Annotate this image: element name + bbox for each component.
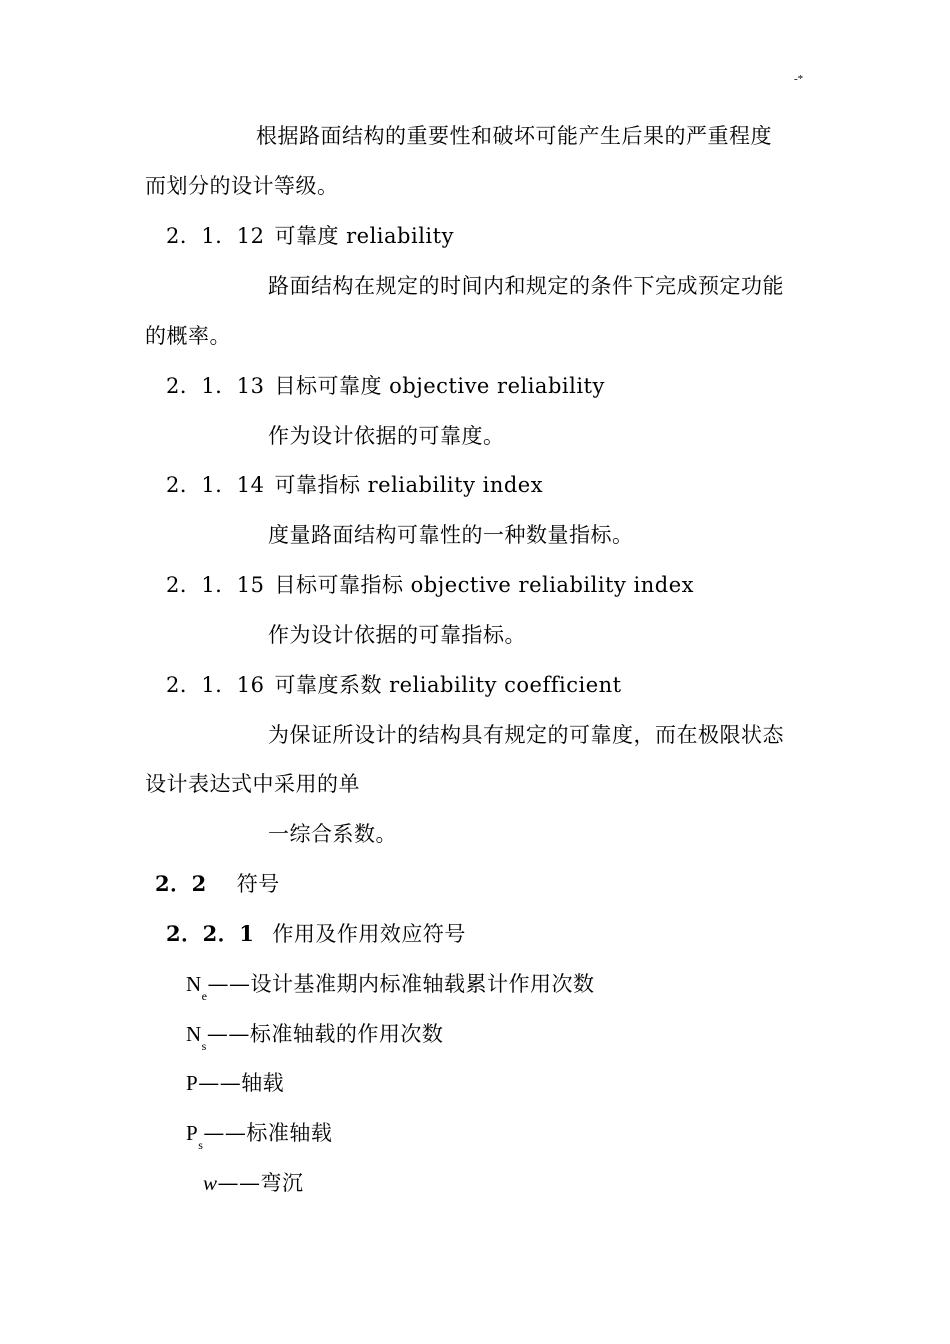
symbol-entry-ne: [186, 970, 595, 1001]
term-number: 2．1．12: [166, 224, 265, 248]
term-title: 可靠度系数 reliability coefficient: [274, 673, 622, 697]
term-title: 目标可靠指标 objective reliability index: [274, 573, 694, 597]
term-number: 2．1．14: [166, 473, 265, 497]
section-title: 符号: [236, 872, 280, 896]
section-heading-2-2: [155, 870, 280, 898]
symbol-base: N: [186, 1022, 202, 1046]
section-number: 2．2: [155, 871, 207, 896]
subsection-title: 作用及作用效应符号: [272, 922, 466, 946]
symbol-base: N: [186, 972, 202, 996]
definition-line: 为保证所设计的结构具有规定的可靠度，而在极限状态: [268, 723, 784, 747]
subsection-heading-2-2-1: [166, 920, 466, 948]
symbol-description: ——弯沉: [217, 1171, 304, 1195]
definition-line: 一综合系数。: [268, 822, 397, 846]
symbol-subscript: s: [201, 1039, 207, 1053]
symbol-entry-ps: [186, 1119, 332, 1150]
term-heading-2-1-15: [166, 571, 694, 599]
term-heading-2-1-13: [166, 372, 605, 400]
term-number: 2．1．15: [166, 573, 265, 597]
subsection-number: 2．2．1: [166, 921, 255, 946]
page-header-marker: -*: [794, 73, 804, 85]
term-heading-2-1-16: [166, 671, 622, 699]
symbol-base: P: [186, 1121, 199, 1145]
symbol-description: ——轴载: [198, 1071, 285, 1095]
symbol-entry-w: [203, 1169, 304, 1197]
term-title: 可靠度 reliability: [274, 224, 454, 248]
definition-line: 的概率。: [145, 324, 231, 348]
term-heading-2-1-12: [166, 222, 454, 250]
definition-line: 路面结构在规定的时间内和规定的条件下完成预定功能: [268, 274, 784, 298]
symbol-subscript: e: [201, 989, 208, 1003]
symbol-subscript: s: [198, 1138, 204, 1152]
symbol-entry-p: [186, 1069, 284, 1097]
term-number: 2．1．13: [166, 374, 265, 398]
symbol-description: ——标准轴载的作用次数: [206, 1022, 444, 1046]
term-title: 可靠指标 reliability index: [274, 473, 544, 497]
paragraph-line: 根据路面结构的重要性和破坏可能产生后果的严重程度: [256, 124, 772, 148]
definition-line: 度量路面结构可靠性的一种数量指标。: [268, 523, 634, 547]
term-heading-2-1-14: [166, 471, 543, 499]
term-number: 2．1．16: [166, 673, 265, 697]
definition-line: 作为设计依据的可靠指标。: [268, 623, 526, 647]
symbol-description: ——设计基准期内标准轴载累计作用次数: [207, 972, 595, 996]
symbol-base: w: [203, 1171, 218, 1195]
symbol-description: ——标准轴载: [203, 1121, 333, 1145]
definition-line: 设计表达式中采用的单: [145, 772, 360, 796]
term-title: 目标可靠度 objective reliability: [274, 374, 605, 398]
symbol-entry-ns: [186, 1020, 443, 1051]
definition-line: 作为设计依据的可靠度。: [268, 424, 505, 448]
symbol-base: P: [186, 1071, 199, 1095]
paragraph-line: 而划分的设计等级。: [145, 174, 339, 198]
